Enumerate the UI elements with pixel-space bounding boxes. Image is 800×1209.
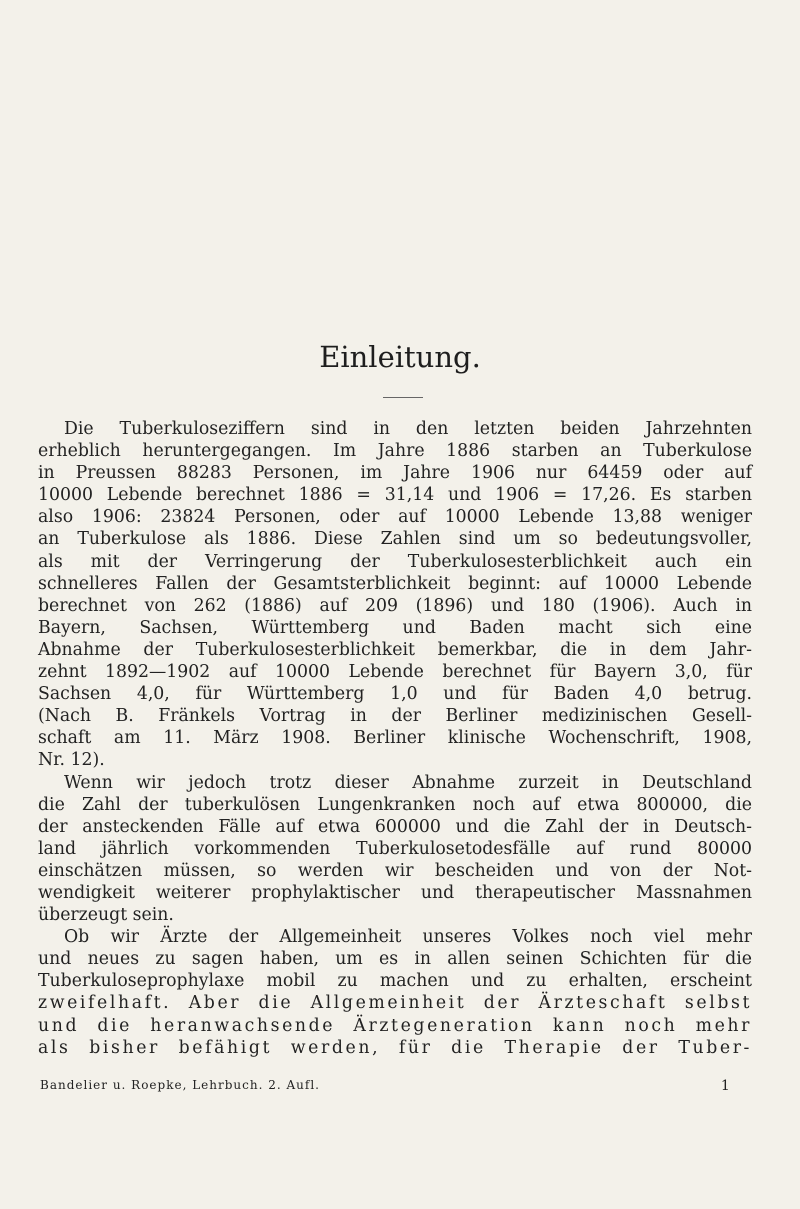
page-number: 1 bbox=[720, 1078, 730, 1094]
text-line: Tuberkuloseprophylaxe mobil zu machen und zu erhalten, erscheint bbox=[38, 971, 752, 992]
text-line: Bayern, Sachsen, Württemberg und Baden macht sich eine bbox=[38, 617, 752, 638]
book-signature: Bandelier u. Roepke, Lehrbuch. 2. Aufl. bbox=[40, 1078, 320, 1092]
text-line: und die heranwachsende Ärztegeneration kann noch mehr bbox=[38, 1015, 752, 1036]
text-line: Nr. 12). bbox=[38, 750, 105, 771]
text-line: der ansteckenden Fälle auf etwa 600000 und die Zahl der in Deutsch- bbox=[38, 816, 752, 837]
text-line: zweifelhaft. Aber die Allgemeinheit der Ärzteschaft selbst bbox=[38, 993, 752, 1014]
text-line: als mit der Verringerung der Tuberkulosesterblichkeit auch ein bbox=[38, 551, 752, 572]
text-line: wendigkeit weiterer prophylaktischer und therapeutischer Massnahmen bbox=[38, 882, 752, 903]
heading-divider bbox=[383, 397, 423, 398]
text-line: Die Tuberkuloseziffern sind in den letzten beiden Jahrzehnten bbox=[64, 419, 752, 439]
text-line: überzeugt sein. bbox=[38, 905, 174, 926]
text-line: schnelleres Fallen der Gesamtsterblichkeit beginnt: auf 10000 Lebende bbox=[38, 573, 752, 594]
text-line: Wenn wir jedoch trotz dieser Abnahme zurzeit in Deutschland bbox=[64, 772, 752, 793]
text-line: berechnet von 262 (1886) auf 209 (1896) und 180 (1906). Auch in bbox=[38, 595, 752, 616]
text-line: Sachsen 4,0, für Württemberg 1,0 und für Baden 4,0 betrug. bbox=[38, 684, 752, 705]
text-line: 10000 Lebende berechnet 1886 = 31,14 und 1906 = 17,26. Es starben bbox=[38, 485, 752, 506]
chapter-heading: Einleitung. bbox=[319, 340, 481, 374]
text-line: einschätzen müssen, so werden wir bescheiden und von der Not- bbox=[38, 860, 752, 881]
page-footer bbox=[40, 1078, 730, 1092]
text-line: also 1906: 23824 Personen, oder auf 10000 Lebende 13,88 weniger bbox=[38, 507, 752, 528]
text-line: land jährlich vorkommenden Tuberkulosetodesfälle auf rund 80000 bbox=[38, 838, 752, 859]
text-line: die Zahl der tuberkulösen Lungenkranken noch auf etwa 800000, die bbox=[38, 794, 752, 815]
text-line: Ob wir Ärzte der Allgemeinheit unseres Volkes noch viel mehr bbox=[64, 927, 752, 948]
text-line: und neues zu sagen haben, um es in allen seinen Schichten für die bbox=[38, 949, 752, 970]
text-line: schaft am 11. März 1908. Berliner klinische Wochenschrift, 1908, bbox=[38, 728, 752, 749]
text-line: Abnahme der Tuberkulosesterblichkeit bemerkbar, die in dem Jahr- bbox=[38, 639, 752, 660]
text-line: in Preussen 88283 Personen, im Jahre 1906 nur 64459 oder auf bbox=[38, 463, 752, 484]
text-line: zehnt 1892—1902 auf 10000 Lebende berechnet für Bayern 3,0, für bbox=[38, 662, 752, 683]
text-line: (Nach B. Fränkels Vortrag in der Berliner medizinischen Gesell- bbox=[38, 706, 752, 727]
text-line: an Tuberkulose als 1886. Diese Zahlen sind um so bedeutungsvoller, bbox=[38, 529, 752, 550]
body-text bbox=[38, 418, 752, 1059]
text-line: als bisher befähigt werden, für die Therapie der Tuber- bbox=[38, 1037, 752, 1058]
text-line: erheblich heruntergegangen. Im Jahre 1886 starben an Tuberkulose bbox=[38, 441, 752, 462]
